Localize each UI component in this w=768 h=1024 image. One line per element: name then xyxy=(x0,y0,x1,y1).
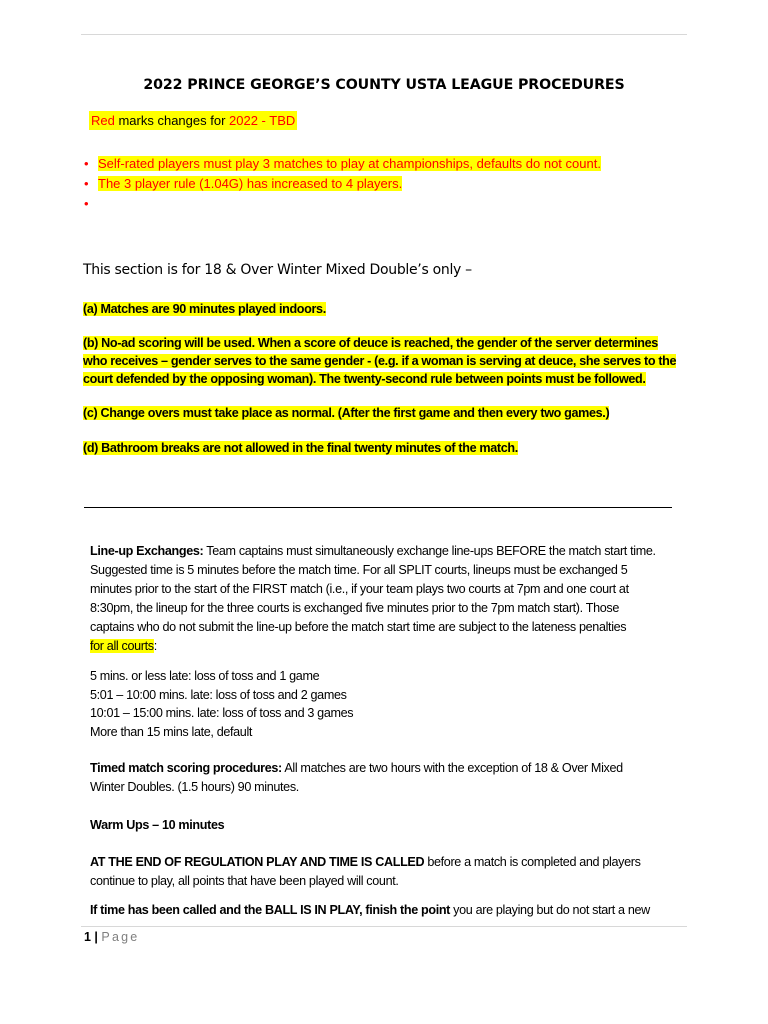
changes-note-red: Red xyxy=(91,113,115,128)
time-called-paragraph xyxy=(90,901,680,920)
rule-c-text: (c) Change overs must take place as normal. (After the first game and then every two games.) xyxy=(83,406,610,420)
page-number: 1 xyxy=(84,930,91,944)
header-rule xyxy=(81,34,687,35)
list-item xyxy=(84,175,601,195)
lineup-heading: Line-up Exchanges: xyxy=(90,544,204,558)
list-item xyxy=(84,195,601,215)
lineup-line: Suggested time is 5 minutes before the match time. For all SPLIT courts, lineups must be exchanged 5 xyxy=(90,563,628,577)
timed-line: Winter Doubles. (1.5 hours) 90 minutes. xyxy=(90,780,299,794)
end-regulation-heading: AT THE END OF REGULATION PLAY AND TIME IS CALLED xyxy=(90,855,425,869)
lineup-line: minutes prior to the start of the FIRST match (i.e., if your team plays two courts at 7pm and one court at xyxy=(90,582,629,596)
document-title: 2022 PRINCE GEORGE’S COUNTY USTA LEAGUE PROCEDURES xyxy=(143,77,625,93)
section-divider xyxy=(84,507,672,508)
timed-scoring-paragraph xyxy=(90,759,680,797)
section-intro: This section is for 18 & Over Winter Mixed Double’s only – xyxy=(83,262,472,278)
changes-note xyxy=(89,111,297,130)
timed-heading: Timed match scoring procedures: xyxy=(90,761,282,775)
bullet-text: The 3 player rule (1.04G) has increased to 4 players. xyxy=(98,176,403,191)
rule-a xyxy=(83,300,683,318)
lineup-highlight: for all courts xyxy=(90,639,154,653)
timed-line: All matches are two hours with the exception of 18 & Over Mixed xyxy=(281,761,623,775)
page-label: Page xyxy=(101,930,140,944)
list-item: More than 15 mins late, default xyxy=(90,724,253,739)
lineup-line: Team captains must simultaneously exchange line-ups BEFORE the match start time. xyxy=(203,544,656,558)
rule-b-line: who receives – gender serves to the same gender - (e.g. if a woman is serving at deuce, she serves to the xyxy=(83,354,677,368)
end-regulation-paragraph xyxy=(90,853,680,891)
end-regulation-line: before a match is completed and players xyxy=(424,855,641,869)
time-called-line: you are playing but do not start a new xyxy=(450,903,650,917)
list-item: 10:01 – 15:00 mins. late: loss of toss and 3 games xyxy=(90,706,354,720)
lateness-penalty-list xyxy=(90,667,353,741)
rule-b-line: (b) No-ad scoring will be used. When a score of deuce is reached, the gender of the server determines xyxy=(83,336,658,350)
rule-c xyxy=(83,404,683,422)
list-item xyxy=(84,155,601,175)
rule-d xyxy=(83,439,683,457)
time-called-bold: BALL IS IN PLAY, finish the point xyxy=(264,903,451,917)
lineup-line: : xyxy=(153,639,157,653)
changes-note-year: 2022 - TBD xyxy=(229,113,296,128)
lineup-line: 8:30pm, the lineup for the three courts is exchanged five minutes prior to the 7pm match start). Those xyxy=(90,601,619,615)
warmups-heading: Warm Ups – 10 minutes xyxy=(90,818,225,832)
lineup-paragraph xyxy=(90,542,680,656)
footer-separator: | xyxy=(90,930,102,944)
rule-d-text: (d) Bathroom breaks are not allowed in the final twenty minutes of the match. xyxy=(83,441,518,455)
changes-note-text: marks changes for xyxy=(114,113,230,128)
rule-a-text: (a) Matches are 90 minutes played indoors. xyxy=(83,302,326,316)
changes-bullet-list xyxy=(84,155,601,215)
end-regulation-line: continue to play, all points that have been played will count. xyxy=(90,874,399,888)
rule-b-line: court defended by the opposing woman). The twenty-second rule between points must be followed. xyxy=(83,372,646,386)
time-called-bold: If time has been called and the xyxy=(90,903,265,917)
rule-b xyxy=(83,334,683,388)
page-footer xyxy=(84,930,139,944)
lineup-line: captains who do not submit the line-up before the match start time are subject to the lateness penalties xyxy=(90,620,627,634)
bullet-text: Self-rated players must play 3 matches to play at championships, defaults do not count. xyxy=(98,156,601,171)
list-item: 5:01 – 10:00 mins. late: loss of toss and 2 games xyxy=(90,687,347,702)
footer-rule xyxy=(81,926,687,927)
list-item: 5 mins. or less late: loss of toss and 1 game xyxy=(90,669,320,683)
